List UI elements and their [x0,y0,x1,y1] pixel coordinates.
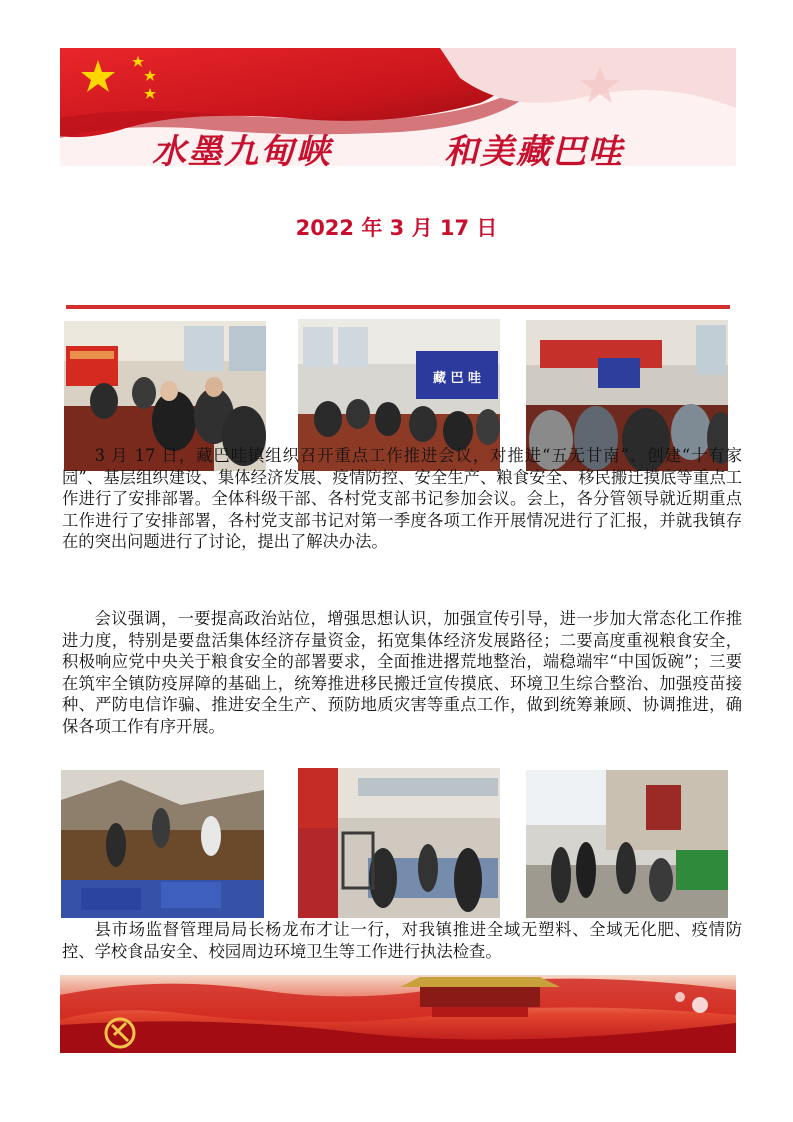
footer-banner [60,975,736,1053]
inspection-photo-2 [298,768,500,918]
red-divider [66,305,730,309]
inspection-photo-1 [61,770,264,918]
inspection-photo-3 [526,770,728,918]
banner-title-right: 和美藏巴哇 [444,132,624,172]
header-banner [60,48,736,172]
article-paragraph-2: 会议强调，一要提高政治站位，增强思想认识，加强宣传引导，进一步加大常态化工作推进力度，特别是要盘活集体经济存量资金，拓宽集体经济发展路径；二要高度重视粮食安全，积极响应党中央关于粮食安全的部署要求，全面推进撂荒地整治，端稳端牢“中国饭碗”；三要在筑牢全镇防疫屏障的基础上，统筹推进移民搬迁宣传摸底、环境卫生综合整治、加强疫苗接种、严防电信诈骗、推进安全生产、预防地质灾害等重点工作，做到统筹兼顾、协调推进，确保各项工作有序开展。 [62,609,742,736]
screen-label: 藏 巴 哇 [432,371,482,386]
article-paragraph-1: 3 月 17 日，藏巴哇镇组织召开重点工作推进会议，对推进“五无甘南”、创建“十有家园”、基层组织建设、集体经济发展、疫情防控、安全生产、粮食安全、移民搬迁摸底等重点工作进行了安排部署。全体科级干部、各村党支部书记参加会议。会上，各分管领导就近期重点工作进行了安排部署，各村党支部书记对第一季度各项工作开展情况进行了汇报，并就我镇存在的突出问题进行了讨论，提出了解决办法。 [62,446,742,551]
article-paragraph-3: 县市场监督管理局局长杨龙布才让一行，对我镇推进全域无塑料、全域无化肥、疫情防控、学校食品安全、校园周边环境卫生等工作进行执法检查。 [62,920,742,961]
banner-title-left: 水墨九甸峡 [152,132,332,172]
issue-date: 2022 年 3 月 17 日 [295,216,498,240]
